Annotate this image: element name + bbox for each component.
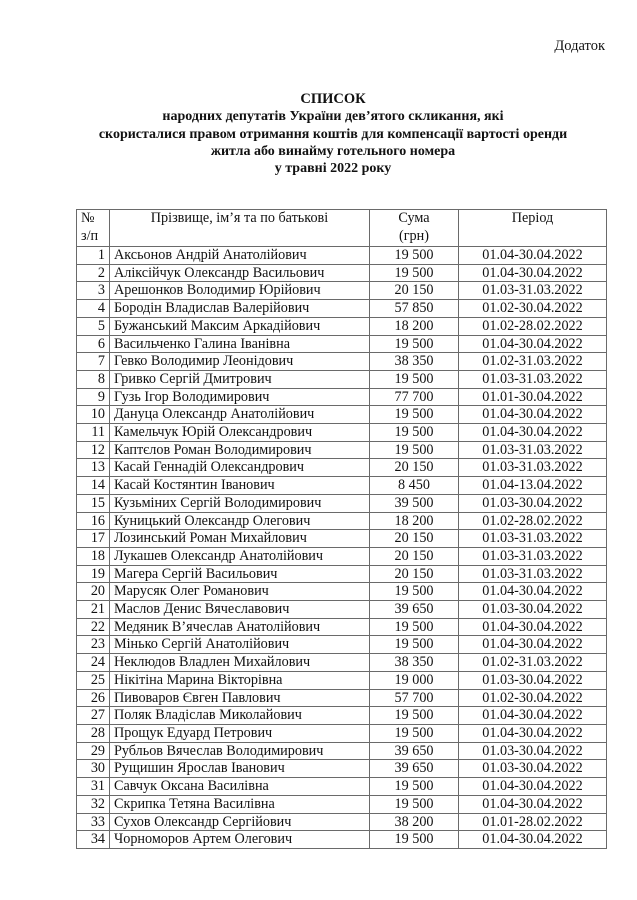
table-row: [77, 353, 607, 371]
row-period: 01.03-31.03.2022: [459, 530, 607, 548]
header-sum-line2: (грн): [399, 227, 429, 244]
row-sum: 19 500: [370, 831, 459, 849]
row-name: Сухов Олександр Сергійович: [110, 813, 370, 831]
row-name: Чорноморов Артем Олегович: [110, 831, 370, 849]
row-sum: 20 150: [370, 565, 459, 583]
row-number: 19: [77, 565, 110, 583]
table-row: [77, 530, 607, 548]
row-period: 01.03-30.04.2022: [459, 671, 607, 689]
row-name: Камельчук Юрій Олександрович: [110, 424, 370, 442]
title-line-2: скористалися правом отримання коштів для компенсації вартості оренди: [98, 126, 568, 142]
table-row: [77, 388, 607, 406]
table-row: [77, 300, 607, 318]
row-sum: 19 500: [370, 335, 459, 353]
row-name: Лукашев Олександр Анатолійович: [110, 547, 370, 565]
row-number: 2: [77, 264, 110, 282]
row-name: Пивоваров Євген Павлович: [110, 689, 370, 707]
header-name: Прізвище, ім’я та по батькові: [110, 210, 370, 247]
header-sum-line1: Сума: [398, 210, 430, 226]
title-line-4: у травні 2022 року: [274, 161, 392, 177]
title-line-3: житла або винайму готельного номера: [210, 143, 456, 159]
row-name: Дануца Олександр Анатолійович: [110, 406, 370, 424]
row-number: 23: [77, 636, 110, 654]
row-period: 01.04-13.04.2022: [459, 477, 607, 495]
row-period: 01.04-30.04.2022: [459, 831, 607, 849]
table-row: [77, 671, 607, 689]
table-row: [77, 778, 607, 796]
row-number: 13: [77, 459, 110, 477]
row-period: 01.02-28.02.2022: [459, 512, 607, 530]
row-sum: 18 200: [370, 317, 459, 335]
row-period: 01.04-30.04.2022: [459, 406, 607, 424]
row-period: 01.04-30.04.2022: [459, 583, 607, 601]
table-row: [77, 406, 607, 424]
row-name: Марусяк Олег Романович: [110, 583, 370, 601]
row-name: Скрипка Тетяна Василівна: [110, 795, 370, 813]
table-row: [77, 636, 607, 654]
row-period: 01.04-30.04.2022: [459, 795, 607, 813]
row-name: Неклюдов Владлен Михайлович: [110, 654, 370, 672]
row-number: 24: [77, 654, 110, 672]
row-name: Рущишин Ярослав Іванович: [110, 760, 370, 778]
header-number-line1: №: [81, 210, 95, 226]
row-sum: 19 500: [370, 618, 459, 636]
row-name: Арешонков Володимир Юрійович: [110, 282, 370, 300]
row-name: Гузь Ігор Володимирович: [110, 388, 370, 406]
row-number: 12: [77, 441, 110, 459]
table-row: [77, 317, 607, 335]
row-period: 01.03-30.04.2022: [459, 760, 607, 778]
row-sum: 19 500: [370, 636, 459, 654]
row-number: 8: [77, 370, 110, 388]
table-row: [77, 707, 607, 725]
header-number-line2: з/п: [81, 227, 99, 244]
row-number: 5: [77, 317, 110, 335]
row-number: 26: [77, 689, 110, 707]
row-number: 16: [77, 512, 110, 530]
row-sum: 39 650: [370, 760, 459, 778]
row-name: Бородін Владислав Валерійович: [110, 300, 370, 318]
row-sum: 19 500: [370, 583, 459, 601]
row-period: 01.03-31.03.2022: [459, 459, 607, 477]
row-period: 01.04-30.04.2022: [459, 264, 607, 282]
row-sum: 38 200: [370, 813, 459, 831]
row-period: 01.03-30.04.2022: [459, 742, 607, 760]
row-period: 01.04-30.04.2022: [459, 618, 607, 636]
row-name: Рубльов Вячеслав Володимирович: [110, 742, 370, 760]
row-number: 29: [77, 742, 110, 760]
row-sum: 38 350: [370, 353, 459, 371]
row-period: 01.02-30.04.2022: [459, 689, 607, 707]
row-period: 01.03-31.03.2022: [459, 370, 607, 388]
row-sum: 19 500: [370, 406, 459, 424]
row-sum: 20 150: [370, 282, 459, 300]
row-sum: 39 650: [370, 742, 459, 760]
header-period: Період: [459, 210, 607, 247]
deputies-table: [76, 209, 607, 849]
row-name: Куницький Олександр Олегович: [110, 512, 370, 530]
row-name: Касай Геннадій Олександрович: [110, 459, 370, 477]
row-period: 01.03-30.04.2022: [459, 601, 607, 619]
row-name: Магера Сергій Васильович: [110, 565, 370, 583]
row-period: 01.04-30.04.2022: [459, 424, 607, 442]
title-heading: СПИСОК: [300, 91, 366, 107]
row-name: Касай Костянтин Іванович: [110, 477, 370, 495]
header-number: [77, 210, 110, 247]
row-period: 01.04-30.04.2022: [459, 636, 607, 654]
row-number: 31: [77, 778, 110, 796]
row-number: 33: [77, 813, 110, 831]
row-sum: 19 500: [370, 724, 459, 742]
row-name: Поляк Владіслав Миколайович: [110, 707, 370, 725]
table-row: [77, 601, 607, 619]
row-period: 01.04-30.04.2022: [459, 778, 607, 796]
row-sum: 20 150: [370, 547, 459, 565]
row-sum: 20 150: [370, 530, 459, 548]
row-number: 25: [77, 671, 110, 689]
row-sum: 39 500: [370, 494, 459, 512]
row-sum: 19 500: [370, 778, 459, 796]
table-row: [77, 618, 607, 636]
table-row: [77, 760, 607, 778]
table-row: [77, 547, 607, 565]
row-number: 18: [77, 547, 110, 565]
row-sum: 77 700: [370, 388, 459, 406]
row-sum: 19 500: [370, 247, 459, 265]
row-name: Мінько Сергій Анатолійович: [110, 636, 370, 654]
row-number: 14: [77, 477, 110, 495]
row-sum: 57 850: [370, 300, 459, 318]
table-row: [77, 441, 607, 459]
table-row: [77, 724, 607, 742]
row-name: Кузьміних Сергій Володимирович: [110, 494, 370, 512]
row-period: 01.04-30.04.2022: [459, 707, 607, 725]
title-line-1: народних депутатів України дев’ятого скликання, які: [162, 109, 504, 125]
row-name: Аліксійчук Олександр Васильович: [110, 264, 370, 282]
table-row: [77, 370, 607, 388]
row-period: 01.02-30.04.2022: [459, 300, 607, 318]
row-period: 01.03-30.04.2022: [459, 494, 607, 512]
table-row: [77, 831, 607, 849]
row-sum: 19 500: [370, 795, 459, 813]
row-sum: 20 150: [370, 459, 459, 477]
row-number: 17: [77, 530, 110, 548]
row-number: 34: [77, 831, 110, 849]
table-row: [77, 565, 607, 583]
row-number: 4: [77, 300, 110, 318]
table-row: [77, 583, 607, 601]
row-period: 01.03-31.03.2022: [459, 565, 607, 583]
row-sum: 8 450: [370, 477, 459, 495]
row-number: 21: [77, 601, 110, 619]
row-number: 27: [77, 707, 110, 725]
row-sum: 19 500: [370, 424, 459, 442]
row-name: Медяник В’ячеслав Анатолійович: [110, 618, 370, 636]
row-period: 01.02-31.03.2022: [459, 353, 607, 371]
row-number: 6: [77, 335, 110, 353]
table-row: [77, 795, 607, 813]
row-period: 01.01-28.02.2022: [459, 813, 607, 831]
row-number: 22: [77, 618, 110, 636]
row-period: 01.03-31.03.2022: [459, 441, 607, 459]
row-sum: 19 500: [370, 441, 459, 459]
row-name: Лозинський Роман Михайлович: [110, 530, 370, 548]
row-name: Нікітіна Марина Вікторівна: [110, 671, 370, 689]
row-period: 01.04-30.04.2022: [459, 724, 607, 742]
row-name: Каптєлов Роман Володимирович: [110, 441, 370, 459]
table-row: [77, 424, 607, 442]
row-name: Аксьонов Андрій Анатолійович: [110, 247, 370, 265]
table-header-row: [77, 210, 607, 247]
row-sum: 18 200: [370, 512, 459, 530]
row-sum: 19 500: [370, 707, 459, 725]
row-name: Маслов Денис Вячеславович: [110, 601, 370, 619]
appendix-label: Додаток: [554, 38, 605, 54]
table-body: [77, 247, 607, 849]
row-period: 01.02-31.03.2022: [459, 654, 607, 672]
table-row: [77, 654, 607, 672]
table-row: [77, 494, 607, 512]
table-row: [77, 742, 607, 760]
row-period: 01.03-31.03.2022: [459, 547, 607, 565]
row-period: 01.02-28.02.2022: [459, 317, 607, 335]
row-number: 32: [77, 795, 110, 813]
table-row: [77, 813, 607, 831]
row-number: 11: [77, 424, 110, 442]
table-row: [77, 512, 607, 530]
table-row: [77, 247, 607, 265]
row-name: Бужанський Максим Аркадійович: [110, 317, 370, 335]
row-name: Савчук Оксана Василівна: [110, 778, 370, 796]
row-period: 01.04-30.04.2022: [459, 247, 607, 265]
table-row: [77, 689, 607, 707]
row-number: 10: [77, 406, 110, 424]
row-sum: 57 700: [370, 689, 459, 707]
row-sum: 39 650: [370, 601, 459, 619]
row-period: 01.04-30.04.2022: [459, 335, 607, 353]
row-number: 7: [77, 353, 110, 371]
row-name: Прощук Едуард Петрович: [110, 724, 370, 742]
row-name: Васильченко Галина Іванівна: [110, 335, 370, 353]
table-row: [77, 335, 607, 353]
row-sum: 19 500: [370, 370, 459, 388]
row-sum: 38 350: [370, 654, 459, 672]
row-period: 01.01-30.04.2022: [459, 388, 607, 406]
row-number: 20: [77, 583, 110, 601]
table-row: [77, 459, 607, 477]
row-sum: 19 000: [370, 671, 459, 689]
row-number: 30: [77, 760, 110, 778]
row-name: Гривко Сергій Дмитрович: [110, 370, 370, 388]
row-number: 28: [77, 724, 110, 742]
row-number: 9: [77, 388, 110, 406]
table-row: [77, 282, 607, 300]
row-number: 3: [77, 282, 110, 300]
row-name: Гевко Володимир Леонідович: [110, 353, 370, 371]
table-row: [77, 264, 607, 282]
table-row: [77, 477, 607, 495]
row-number: 15: [77, 494, 110, 512]
row-sum: 19 500: [370, 264, 459, 282]
row-period: 01.03-31.03.2022: [459, 282, 607, 300]
row-number: 1: [77, 247, 110, 265]
header-sum: [370, 210, 459, 247]
document-title: [60, 91, 606, 177]
